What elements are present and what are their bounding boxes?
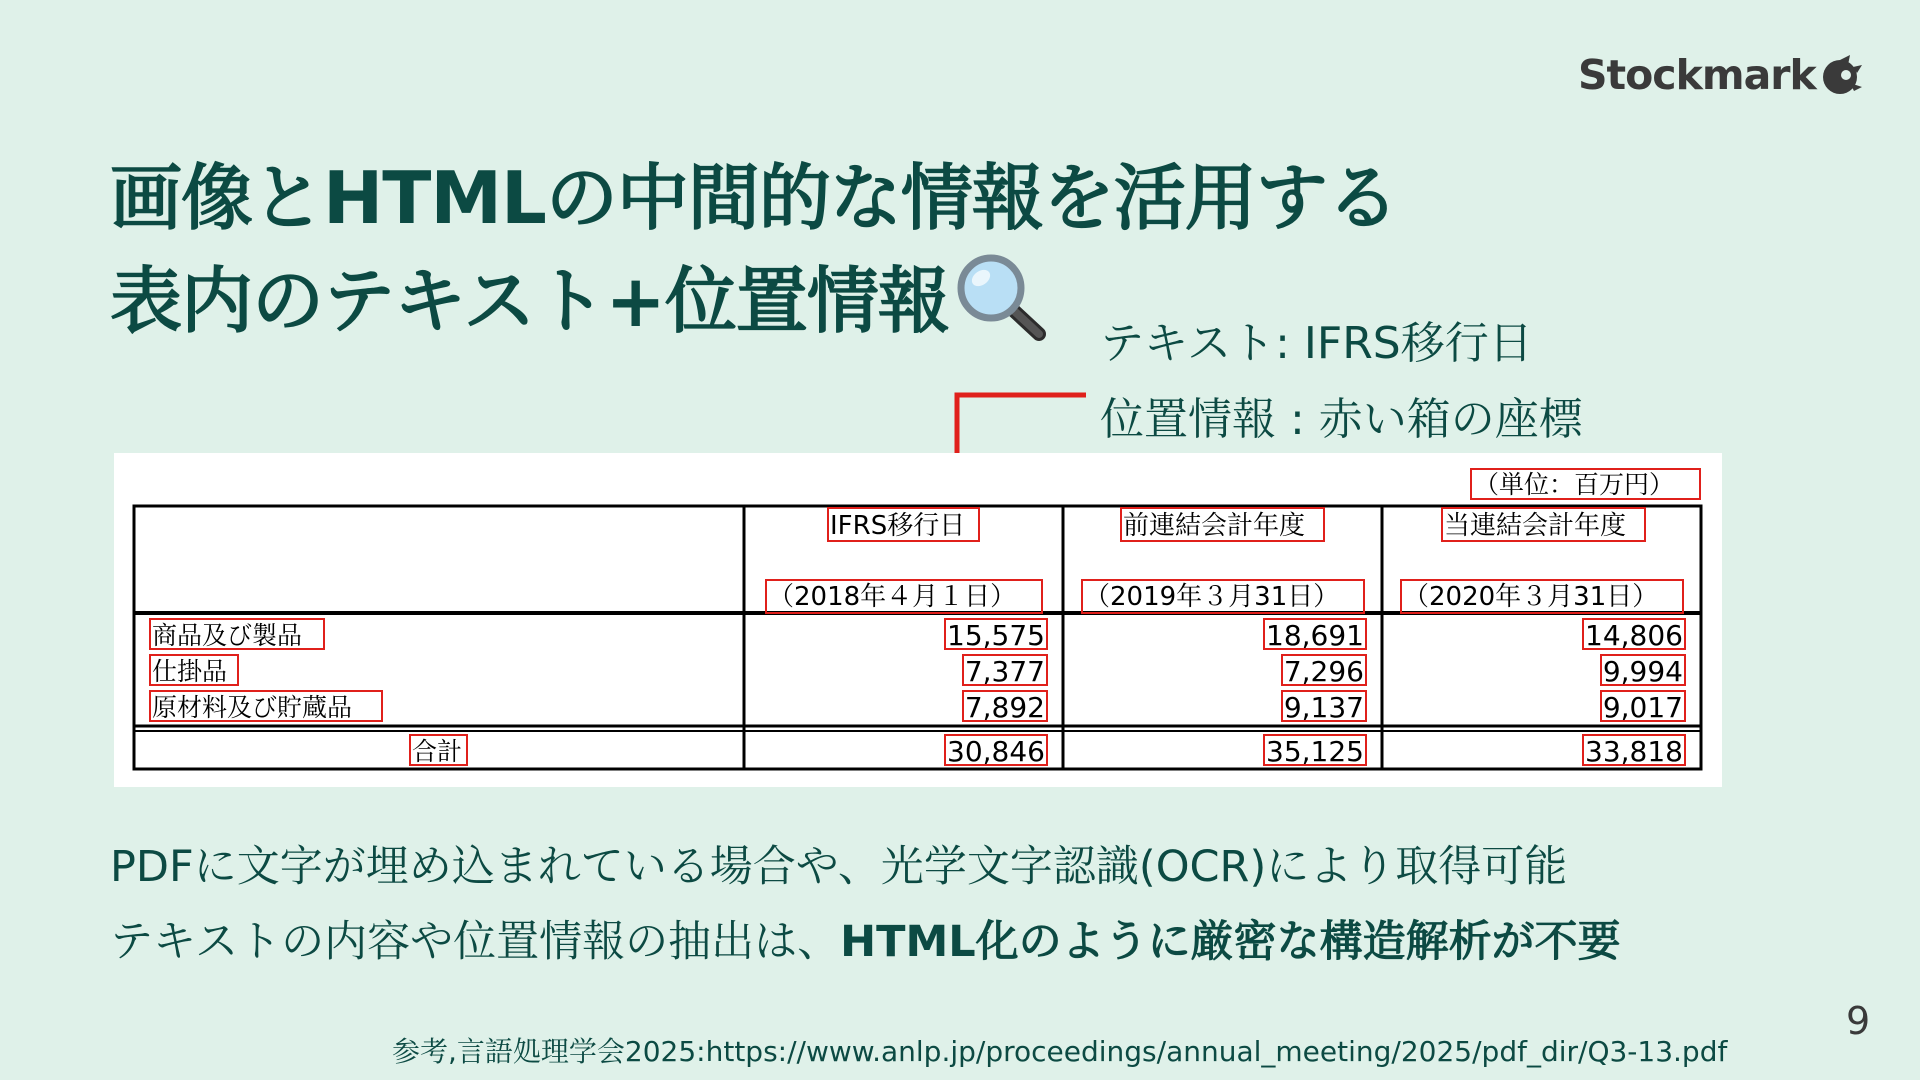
slide-title-line1: 画像とHTMLの中間的な情報を活用する: [110, 156, 1398, 240]
row-label: 原材料及び貯蔵品: [152, 693, 353, 722]
cell-value: 18,691: [1266, 619, 1364, 652]
cell-value: 9,137: [1283, 691, 1364, 724]
reference-link[interactable]: 参考,言語処理学会2025:https://www.anlp.jp/proceedings/annual_meeting/2025/pdf_dir/Q3-13.pdf: [392, 1035, 1728, 1068]
body-line-1: PDFに文字が埋め込まれている場合や、光学文字認識(OCR)により取得可能: [110, 842, 1568, 892]
cell-value: 9,017: [1602, 691, 1683, 724]
logo-text: Stockmark: [1578, 51, 1816, 99]
header-date: （2019年３月31日）: [1084, 582, 1340, 612]
page-number: 9: [1846, 999, 1871, 1043]
stockmark-logo: [1578, 52, 1864, 98]
row-label: 商品及び製品: [152, 621, 303, 650]
header-label: IFRS移行日: [830, 511, 966, 541]
cell-value: 7,377: [964, 655, 1045, 688]
header-label: 前連結会計年度: [1123, 511, 1306, 541]
cell-value: 30,846: [947, 735, 1045, 768]
total-label: 合計: [412, 737, 463, 766]
callout-text-line: テキスト: IFRS移行日: [1100, 318, 1533, 369]
slide-title-line2: 表内のテキスト+位置情報: [110, 259, 949, 343]
header-label: 当連結会計年度: [1444, 511, 1627, 541]
magnifier-icon: [955, 252, 1047, 344]
body-line-2-normal: テキストの内容や位置情報の抽出は、: [110, 917, 841, 967]
body-line-2: [110, 917, 1621, 967]
unit-label: （単位：百万円）: [1474, 470, 1675, 499]
cell-value: 9,994: [1602, 655, 1683, 688]
header-date: （2018年４月１日）: [768, 582, 1017, 612]
logo-mark-icon: [1820, 53, 1864, 97]
cell-value: 7,892: [964, 691, 1045, 724]
cell-value: 14,806: [1585, 619, 1683, 652]
table-screenshot: [114, 453, 1722, 787]
cell-value: 15,575: [947, 619, 1045, 652]
callout-position-line: 位置情報 : 赤い箱の座標: [1100, 394, 1583, 445]
cell-value: 33,818: [1585, 735, 1683, 768]
cell-value: 35,125: [1266, 735, 1364, 768]
header-date: （2020年３月31日）: [1403, 582, 1659, 612]
row-label: 仕掛品: [152, 657, 228, 686]
table-svg: [114, 453, 1722, 787]
body-line-2-bold: HTML化のように厳密な構造解析が不要: [840, 917, 1621, 967]
cell-value: 7,296: [1283, 655, 1364, 688]
